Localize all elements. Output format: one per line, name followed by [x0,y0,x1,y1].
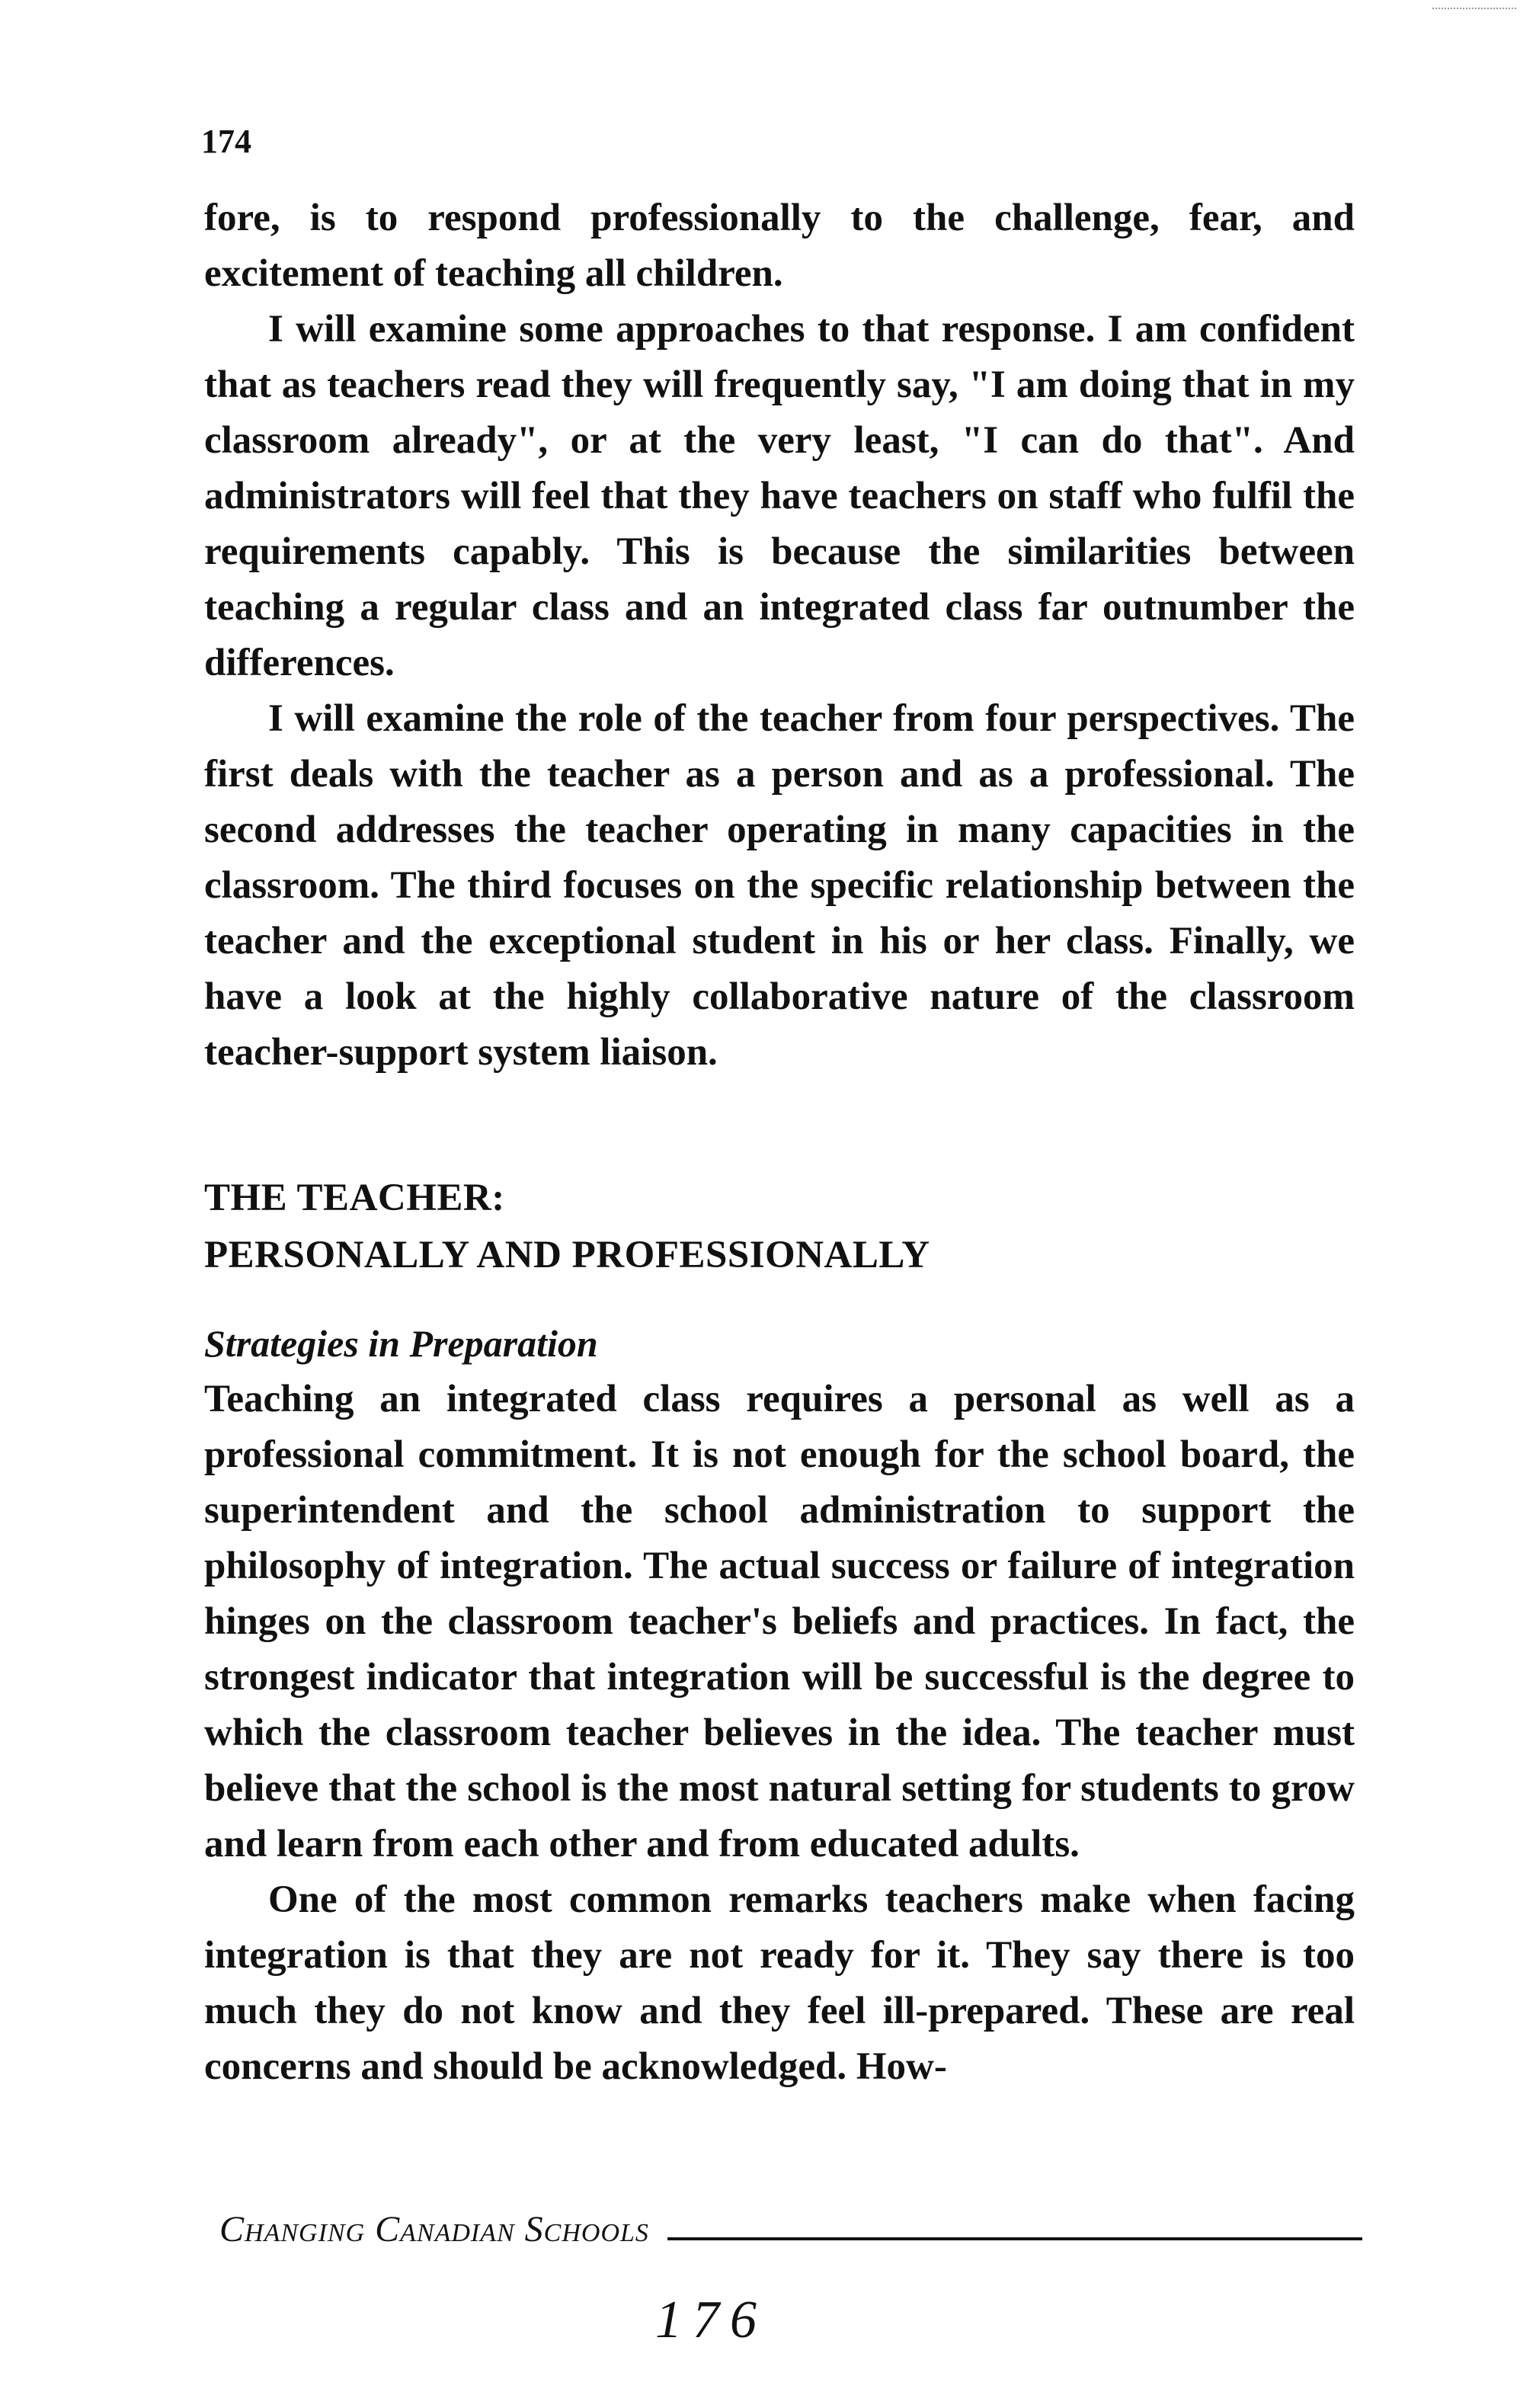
subheading: Strategies in Preparation [204,1322,598,1365]
section-heading-line-2: PERSONALLY AND PROFESSIONALLY [204,1234,930,1276]
paragraph-commitment: Teaching an integrated class requires a personal as well as a professional commitment. It is not enough for the school board, the superintendent and the school administration to support the philosophy of integration. The actual success or failure of integration hinges on the classroom teacher's beliefs and practices. In fact, the strongest indicator that integration will be successful is the degree to which the classroom teacher believes in the idea. The teacher must believe that the school is the most natural setting for students to grow and learn from each other and from educated adults. [204,1378,1355,1865]
footer-rule [667,2237,1362,2240]
section-heading-line-1: THE TEACHER: [204,1177,505,1219]
page-number: 174 [201,123,251,160]
footer-book-title: Changing Canadian Schools [219,2208,649,2249]
scan-speck [1432,8,1516,12]
section-text [204,1372,1355,2095]
paragraph-readiness: One of the most common remarks teachers make when facing integration is that they are not ready for it. They say there is too much they do not know and they feel ill-prepared. These are real concerns and should be acknowledged. How- [204,1878,1355,2088]
running-footer [219,2198,1362,2259]
intro-text [204,191,1355,1081]
stamped-page-number: 176 [655,2291,767,2349]
paragraph-approaches: I will examine some approaches to that response. I am confident that as teachers read they will frequently say, "I am doing that in my classroom already", or at the very least, "I can do that". And administrators will feel that they have teachers on staff who fulfil the requirements capably. This is because the similarities between teaching a regular class and an integrated class far outnumber the differences. [204,308,1355,684]
paragraph-continuation: fore, is to respond professionally to the challenge, fear, and excitement of teaching all children. [204,197,1355,295]
section-heading [204,1170,930,1284]
paragraph-perspectives: I will examine the role of the teacher from four perspectives. The first deals with the teacher as a person and as a professional. The second addresses the teacher operating in many capacities in the classroom. The third focuses on the specific relationship between the teacher and the exceptional student in his or her class. Finally, we have a look at the highly collaborative nature of the classroom teacher-support system liaison. [204,697,1355,1074]
